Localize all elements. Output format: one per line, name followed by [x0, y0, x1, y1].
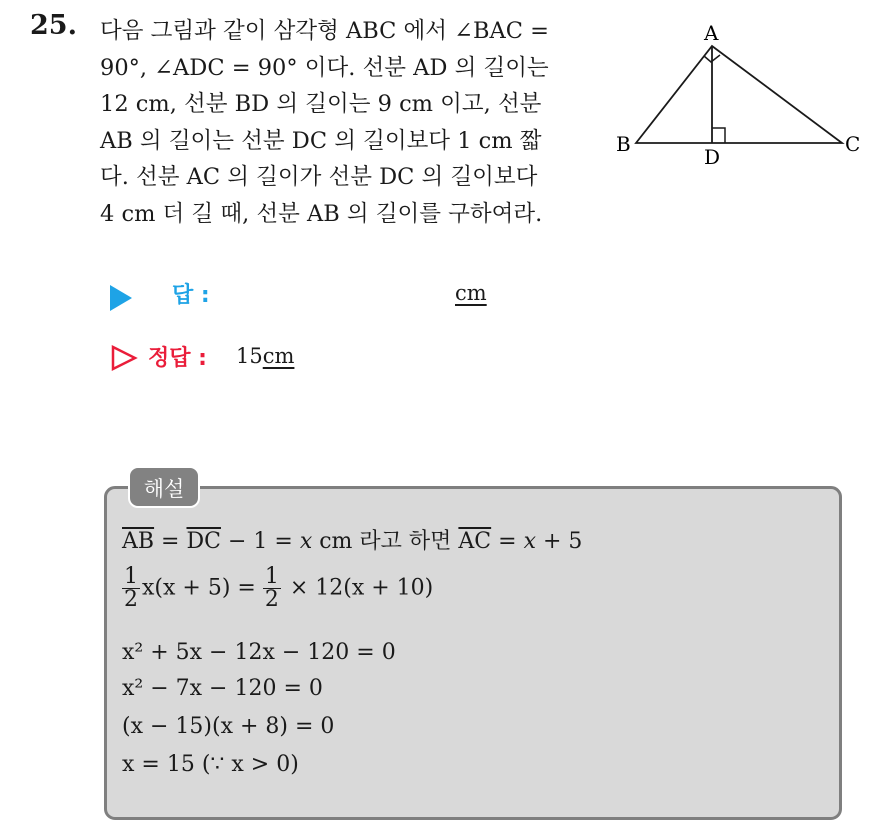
- expression-text: x(x + 5) =: [142, 575, 263, 601]
- play-triangle-icon: [110, 285, 132, 311]
- correct-answer-unit: cm: [262, 344, 295, 368]
- problem-line: AB 의 길이는 선분 DC 의 길이보다 1 cm 짧: [100, 127, 542, 154]
- triangle-figure: [612, 18, 872, 178]
- solution-line-3: x² + 5x − 12x − 120 = 0: [122, 640, 396, 665]
- triangle-abc: [636, 46, 842, 143]
- fraction-denominator: 2: [264, 587, 279, 612]
- equals-sign: =: [154, 529, 187, 554]
- problem-line: 12 cm, 선분 BD 의 길이는 9 cm 이고, 선분: [100, 91, 542, 117]
- variable-x: x: [523, 529, 536, 554]
- fraction-numerator: 1: [264, 564, 279, 589]
- problem-line: 4 cm 더 길 때, 선분 AB 의 길이를 구하여라.: [100, 200, 543, 227]
- question-number: 25.: [30, 10, 77, 41]
- vertex-label-d: D: [704, 145, 721, 169]
- right-angle-mark-d: [712, 128, 725, 143]
- answer-row: [110, 275, 530, 315]
- triangle-diagram: [612, 18, 872, 178]
- problem-text: [100, 13, 605, 232]
- expression-text: × 12(x + 10): [282, 575, 434, 601]
- segment-ac: $\overline{AC}$: [458, 529, 492, 554]
- fraction-one-half: [263, 566, 281, 611]
- vertex-label-c: C: [845, 132, 861, 156]
- korean-text: 라고 하면: [359, 529, 459, 554]
- solution-line-1: [122, 524, 582, 555]
- fraction-one-half: [122, 566, 140, 611]
- segment-dc: $\overline{DC}$: [186, 529, 221, 554]
- unit-text: cm: [312, 529, 360, 554]
- correct-answer-value: [236, 344, 294, 368]
- correct-answer-label: 정답 :: [148, 346, 207, 371]
- solution-line-6: x = 15 (∵ x > 0): [122, 752, 299, 777]
- problem-line: 다. 선분 AC 의 길이가 선분 DC 의 길이보다: [100, 164, 538, 190]
- answer-label: 답 :: [172, 283, 210, 308]
- vertex-label-a: A: [704, 21, 719, 45]
- correct-answer-row: [110, 338, 530, 378]
- equals-sign: =: [491, 529, 524, 554]
- variable-x: x: [299, 529, 313, 554]
- correct-answer-number: 15: [236, 344, 263, 368]
- vertex-label-b: B: [616, 132, 631, 156]
- solution-line-4: x² − 7x − 120 = 0: [122, 676, 323, 701]
- expression-text: − 1 =: [220, 529, 300, 554]
- expression-text: + 5: [535, 529, 583, 554]
- fraction-denominator: 2: [124, 587, 138, 612]
- fraction-numerator: 1: [124, 564, 138, 589]
- solution-line-2: [122, 566, 433, 611]
- outline-triangle-icon: [110, 344, 138, 372]
- problem-line: 다음 그림과 같이 삼각형 ABC 에서 ∠BAC =: [100, 18, 550, 44]
- segment-ab: $\overline{AB}$: [122, 529, 155, 554]
- answer-blank-unit[interactable]: cm: [455, 281, 487, 305]
- solution-line-5: (x − 15)(x + 8) = 0: [122, 714, 335, 739]
- solution-tab: 해설: [128, 466, 200, 508]
- problem-line: 90°, ∠ADC = 90° 이다. 선분 AD 의 길이는: [100, 54, 549, 81]
